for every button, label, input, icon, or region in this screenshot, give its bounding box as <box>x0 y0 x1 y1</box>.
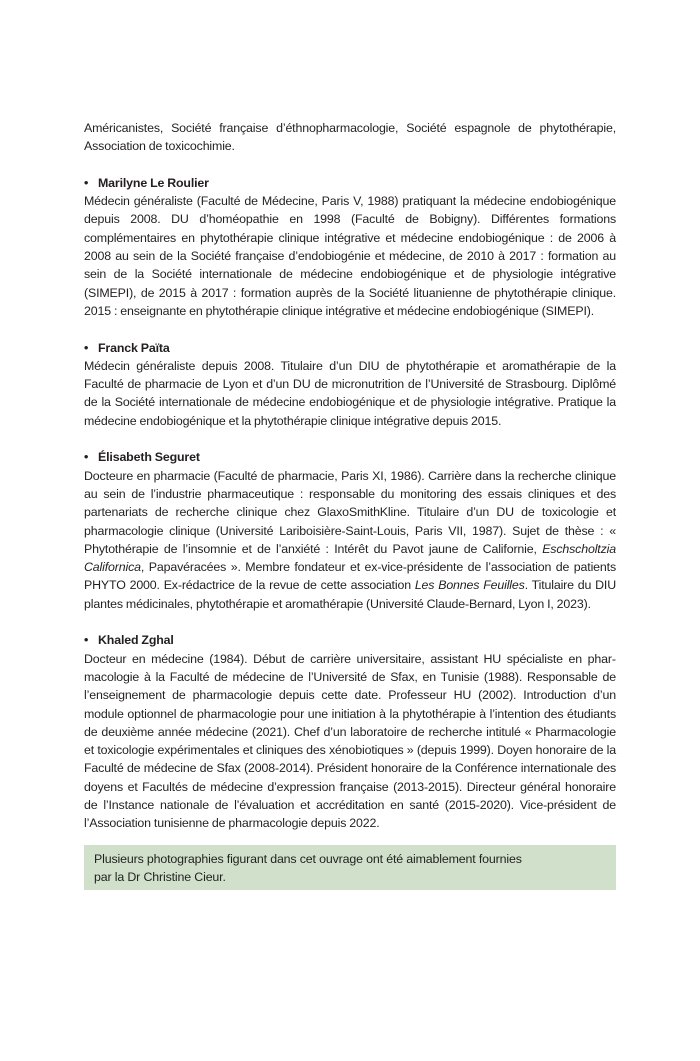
intro-paragraph: Américanistes, Société française d’éthnopharmacologie, Société espagnole de phytothérapie, Association de toxicochimie. <box>84 121 616 154</box>
bullet-icon: • <box>84 175 89 190</box>
contributor-name: Élisabeth Seguret <box>98 450 200 465</box>
contributor-franck-paita <box>84 339 616 430</box>
contributor-bio <box>84 467 616 613</box>
photo-credits-line: Plusieurs photographies figurant dans cet ouvrage ont été aimablement fournies <box>94 852 522 866</box>
journal-title: Les Bonnes Feuilles <box>414 578 525 593</box>
contributor-name: Khaled Zghal <box>98 633 174 648</box>
contributor-name: Marilyne Le Roulier <box>98 175 209 190</box>
contributor-name: Franck Païta <box>98 340 170 355</box>
bio-text: Docteure en pharmacie (Faculté de pharmacie, Paris XI, 1986). Carrière dans la recherche clinique au sein de l’industrie pharmaceutique : responsable du monitoring des essais cliniques et des partenariats de recherche clinique chez GlaxoSmithKline. Titulaire d’un DU de toxicologie et pharmacologie clinique (Université Lariboisière-Saint-Louis, Paris VII, 1987). Sujet de thèse : « Phytothérapie de l’insomnie et de l’anxiété : Intérêt du Pavot jaune de Californie, <box>84 468 616 556</box>
contributor-bio: Docteur en médecine (1984). Début de carrière universitaire, assistant HU spécialiste en pharmacologie à la Faculté de médecine de l’Université de Sfax, en Tunisie (1988). Responsable de l’enseignement de pharmacologie depuis cette date. Professeur HU (2002). Introduction d’un module optionnel de pharmacologie pour une initiation à la phytothérapie à l’intention des étudiants de deuxième année médecine (2021). Chef d’un laboratoire de recherche intitulé « Pharmacologie et toxicologie expérimentales et cliniques des xénobiotiques » (depuis 1999). Doyen honoraire de la Faculté de médecine de Sfax (2008-2014). Président honoraire de la Conférence internationale des doyens et Facultés de médecine d’expression française (2013-2015). Directeur général honoraire de l’Instance nationale de l’évaluation et accréditation en santé (2015-2020). Vice-président de l’Association tunisienne de pharmacologie depuis 2022. <box>84 651 616 831</box>
bio-text: . Titulaire du DIU plantes médicinales, phytothérapie et aromathérapie (Université Claude-Bernard, Lyon I, 2023). <box>84 578 616 611</box>
contributors-list <box>84 119 616 833</box>
bio-text: , Papavéracées ». Membre fondateur et ex-vice-présidente de l’association de patients PHYTO 2000. Ex-rédactrice de la revue de cette association <box>84 560 616 593</box>
contributor-bio: Médecin généraliste depuis 2008. Titulaire d’un DIU de phytothérapie et aromathérapie de la Faculté de pharmacie de Lyon et d’un DU de micronutrition de l’Université de Strasbourg. Diplômé de la Société internationale de médecine endobiogénique et de physiologie intégrative. Pratique la médecine endobiogénique et la phytothérapie clinique intégrative depuis 2015. <box>84 358 616 428</box>
contributor-khaled-zghal <box>84 631 616 832</box>
bullet-icon: • <box>84 450 89 465</box>
bullet-icon: • <box>84 340 89 355</box>
species-name: Eschscholtzia Californica <box>84 541 616 575</box>
bullet-icon: • <box>84 633 89 648</box>
contributor-elisabeth-seguret <box>84 448 616 613</box>
contributor-bio: Médecin généraliste (Faculté de Médecine, Paris V, 1988) pratiquant la médecine endobiogénique depuis 2008. DU d’homéopathie en 1998 (Faculté de Bobigny). Différentes formations complémentaires en phytothérapie clinique intégrative et médecine endobiogénique : de 2006 à 2008 au sein de la Société française d’endobiogénie et médecine, de 2010 à 2017 : formation au sein de la Société internationale de médecine endobiogénique et de physiologie intégrative (SIMEPI), de 2015 à 2017 : formation auprès de la Société lituanienne de phytothérapie clinique. 2015 : enseignante en phytothérapie clinique intégrative et médecine endobiogénique (SIMEPI). <box>84 194 616 318</box>
photo-credits-line: par la Dr Christine Cieur. <box>94 869 226 884</box>
contributor-marilyne-le-roulier <box>84 174 616 320</box>
photo-credits-box <box>84 845 616 890</box>
